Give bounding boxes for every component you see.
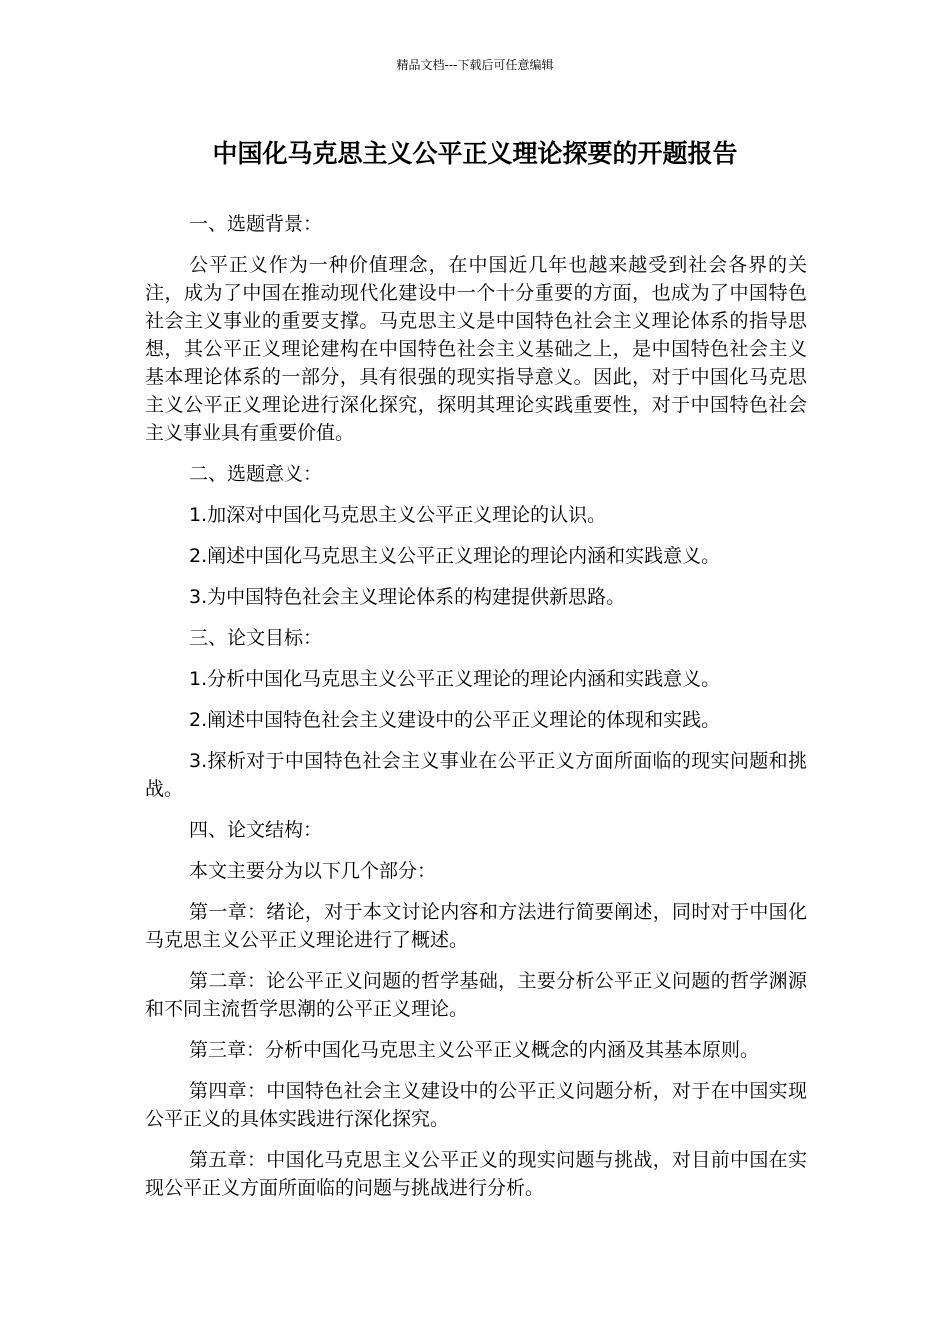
list-item-goal-3: 3.探析对于中国特色社会主义事业在公平正义方面所面临的现实问题和挑战。: [145, 750, 807, 800]
list-item-significance-1: 1.加深对中国化马克思主义公平正义理论的认识。: [189, 504, 607, 526]
list-item-goal-2: 2.阐述中国特色社会主义建设中的公平正义理论的体现和实践。: [189, 709, 721, 731]
header-note: 精品文档---下载后可任意编辑: [396, 58, 554, 72]
section-heading-background: 一、选题背景：: [189, 213, 323, 235]
chapter-3: 第三章：分析中国化马克思主义公平正义概念的内涵及其基本原则。: [189, 1039, 760, 1061]
list-item-significance-3: 3.为中国特色社会主义理论体系的构建提供新思路。: [189, 586, 626, 608]
chapter-2: 第二章：论公平正义问题的哲学基础，主要分析公平正义问题的哲学渊源和不同主流哲学思潮的公平正义理论。: [145, 970, 807, 1020]
chapter-4: 第四章：中国特色社会主义建设中的公平正义问题分析，对于在中国实现公平正义的具体实践进行深化探究。: [145, 1080, 807, 1130]
section-heading-structure: 四、论文结构：: [189, 819, 323, 841]
section-heading-significance: 二、选题意义：: [189, 463, 323, 485]
document-title: 中国化马克思主义公平正义理论探要的开题报告: [212, 139, 738, 168]
chapter-5: 第五章：中国化马克思主义公平正义的现实问题与挑战，对目前中国在实现公平正义方面所面临的问题与挑战进行分析。: [145, 1149, 807, 1199]
chapter-1: 第一章：绪论，对于本文讨论内容和方法进行简要阐述，同时对于中国化马克思主义公平正义理论进行了概述。: [145, 901, 807, 951]
list-item-goal-1: 1.分析中国化马克思主义公平正义理论的理论内涵和实践意义。: [189, 668, 721, 690]
paragraph-background: 公平正义作为一种价值理念，在中国近几年也越来越受到社会各界的关注，成为了中国在推动现代化建设中一个十分重要的方面，也成为了中国特色社会主义事业的重要支撑。马克思主义是中国特色社会主义理论体系的指导思想，其公平正义理论建构在中国特色社会主义基础之上，是中国特色社会主义基本理论体系的一部分，具有很强的现实指导意义。因此，对于中国化马克思主义公平正义理论进行深化探究，探明其理论实践重要性，对于中国特色社会主义事业具有重要价值。: [145, 254, 807, 444]
list-item-significance-2: 2.阐述中国化马克思主义公平正义理论的理论内涵和实践意义。: [189, 545, 721, 567]
document-body: [145, 210, 807, 1215]
paragraph-structure-intro: 本文主要分为以下几个部分：: [189, 860, 437, 882]
section-heading-goals: 三、论文目标：: [189, 627, 323, 649]
